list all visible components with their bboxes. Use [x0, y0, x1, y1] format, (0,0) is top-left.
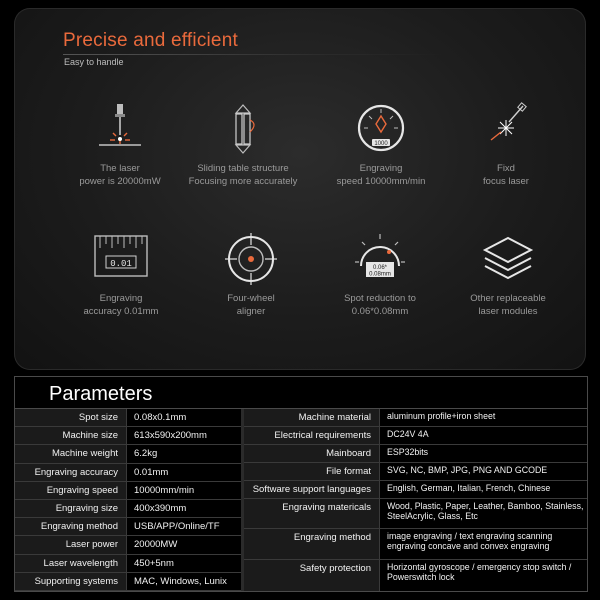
param-value: 0.08x0.1mm: [127, 409, 241, 426]
param-key: Mainboard: [244, 445, 380, 462]
param-value: ESP32bits: [380, 445, 587, 462]
feature-caption-line: The laser: [100, 163, 140, 174]
ruler-accuracy-icon: [94, 232, 148, 286]
param-key: Electrical requirements: [244, 427, 380, 444]
table-row: [15, 482, 241, 500]
param-value: aluminum profile+iron sheet: [380, 409, 587, 426]
feature-caption-line: aligner: [236, 306, 266, 317]
table-row: [15, 427, 241, 445]
param-key: Engraving speed: [15, 482, 127, 499]
table-row: [244, 499, 587, 529]
feature-caption-line: accuracy 0.01mm: [83, 306, 159, 317]
laser-beam-icon: [93, 102, 147, 156]
parameters-left-column: [15, 409, 241, 591]
feature-replaceable-modules: [438, 232, 578, 318]
table-row: [244, 560, 587, 591]
param-key: Laser wavelength: [15, 555, 127, 572]
feature-caption-line: Focusing more accurately: [188, 176, 298, 187]
param-key: Machine weight: [15, 445, 127, 462]
table-row: [15, 555, 241, 573]
param-value: 400x390mm: [127, 500, 241, 517]
table-row: [244, 427, 587, 445]
param-key: Safety protection: [244, 560, 380, 591]
speedometer-icon: [354, 102, 408, 156]
spot-readout-2: 0.08mm: [369, 271, 391, 278]
gauge-readout: 1000: [374, 141, 388, 147]
table-row: [244, 463, 587, 481]
parameters-right-column: [244, 409, 587, 591]
param-value: DC24V 4A: [380, 427, 587, 444]
feature-caption-line: laser modules: [478, 306, 538, 317]
feature-caption-line: Other replaceable: [470, 293, 546, 304]
param-value: English, German, Italian, French, Chinese: [380, 481, 587, 498]
param-value: USB/APP/Online/TF: [127, 518, 241, 535]
feature-subheadline: Easy to handle: [64, 57, 124, 67]
feature-caption-line: speed 10000mm/min: [336, 176, 426, 187]
table-row: [15, 445, 241, 463]
param-key: Machine size: [15, 427, 127, 444]
laser-spot-icon: [353, 232, 407, 286]
param-key: File format: [244, 463, 380, 480]
feature-fixed-focus: [436, 102, 576, 188]
param-value: image engraving / text engraving scanning engraving concave and convex engraving: [380, 529, 587, 559]
table-row: [15, 464, 241, 482]
param-key: Laser power: [15, 536, 127, 553]
feature-caption-line: Four-wheel: [227, 293, 275, 304]
table-row: [244, 529, 587, 560]
feature-four-wheel-aligner: [181, 232, 321, 318]
param-value: Wood, Plastic, Paper, Leather, Bamboo, Stainless, SteelAcrylic, Glass, Etc: [380, 499, 587, 528]
param-key: Engraving size: [15, 500, 127, 517]
param-key: Engraving method: [244, 529, 380, 559]
param-value: 10000mm/min: [127, 482, 241, 499]
feature-caption-line: Engraving: [99, 293, 143, 304]
stacked-layers-icon: [481, 232, 535, 286]
param-value: MAC, Windows, Lunix: [127, 573, 241, 590]
param-value: SVG, NC, BMP, JPG, PNG AND GCODE: [380, 463, 587, 480]
sliding-table-icon: [216, 102, 270, 156]
param-key: Software support languages: [244, 481, 380, 498]
feature-caption-line: focus laser: [483, 176, 529, 187]
feature-engraving-accuracy: [51, 232, 191, 318]
param-key: Machine material: [244, 409, 380, 426]
spot-readout-1: 0.06*: [372, 265, 388, 271]
table-row: [15, 536, 241, 554]
param-value: 0.01mm: [127, 464, 241, 481]
table-row: [15, 573, 241, 591]
param-key: Engraving accuracy: [15, 464, 127, 481]
feature-caption-line: Spot reduction to: [344, 293, 416, 304]
param-value: 20000MW: [127, 536, 241, 553]
crosshair-aligner-icon: [224, 232, 278, 286]
feature-caption-line: Fixd: [497, 163, 515, 174]
headline-divider: [63, 54, 443, 55]
ruler-readout: 0.01: [110, 259, 132, 269]
table-row: [244, 409, 587, 427]
table-row: [15, 518, 241, 536]
param-value: 6.2kg: [127, 445, 241, 462]
feature-caption-line: Sliding table structure: [197, 163, 289, 174]
param-key: Engraving method: [15, 518, 127, 535]
table-row: [244, 481, 587, 499]
feature-caption-line: power is 20000mW: [79, 176, 161, 187]
feature-spot-reduction: [310, 232, 450, 318]
table-row: [244, 445, 587, 463]
feature-caption-line: 0.06*0.08mm: [351, 306, 409, 317]
param-key: Spot size: [15, 409, 127, 426]
feature-laser-power: [50, 102, 190, 188]
feature-caption-line: Engraving: [359, 163, 403, 174]
feature-sliding-table: [173, 102, 313, 188]
param-key: Supporting systems: [15, 573, 127, 590]
feature-engraving-speed: [311, 102, 451, 188]
fixed-focus-laser-icon: [479, 102, 533, 156]
param-value: 613x590x200mm: [127, 427, 241, 444]
parameters-title: Parameters: [49, 383, 153, 405]
param-value: Horizontal gyroscope / emergency stop switch / Powerswitch lock: [380, 560, 587, 591]
param-key: Engraving matericals: [244, 499, 380, 528]
parameters-table: [14, 376, 588, 592]
table-row: [15, 409, 241, 427]
table-row: [15, 500, 241, 518]
feature-headline: Precise and efficient: [63, 30, 238, 51]
param-value: 450+5nm: [127, 555, 241, 572]
feature-panel: [14, 8, 586, 370]
